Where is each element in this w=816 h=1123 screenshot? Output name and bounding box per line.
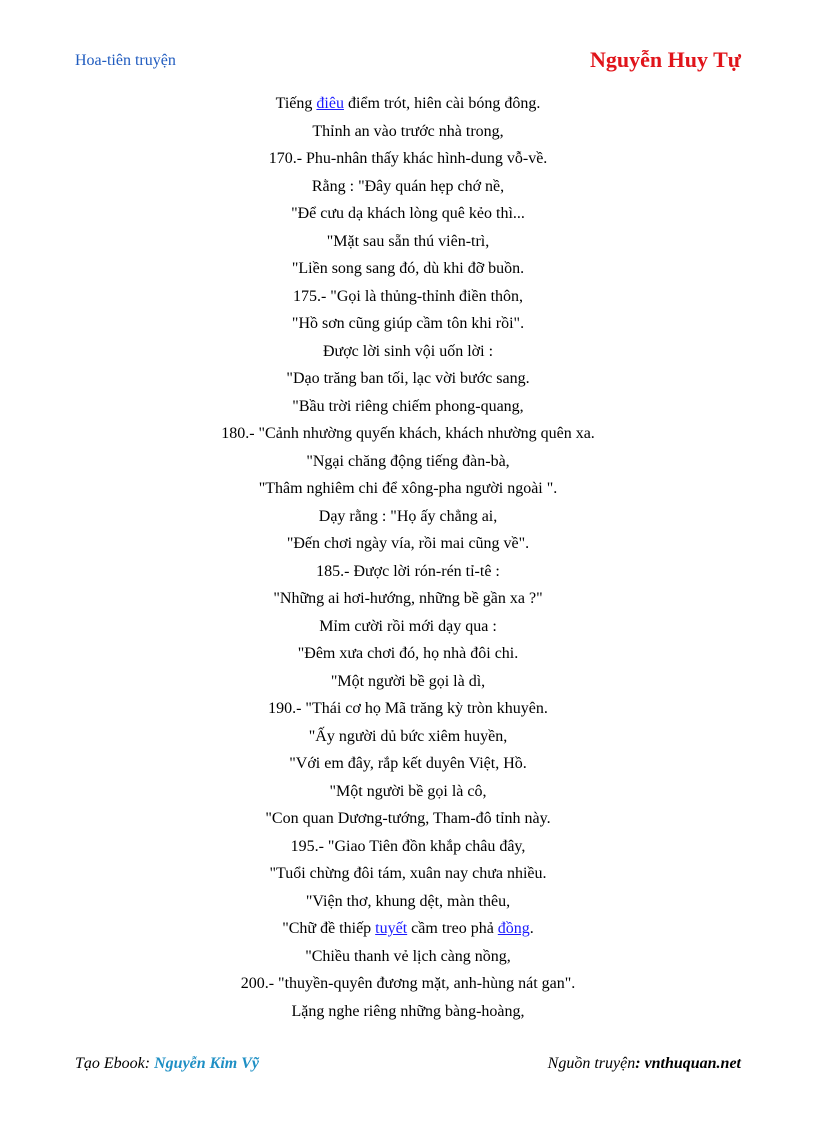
poem-line bbox=[0, 640, 816, 668]
poem-line bbox=[0, 915, 816, 943]
poem-line bbox=[0, 530, 816, 558]
poem-text: "Với em đây, rắp kết duyên Việt, Hồ. bbox=[289, 755, 527, 772]
poem-line bbox=[0, 448, 816, 476]
ebook-label: Tạo Ebook bbox=[75, 1055, 145, 1072]
poem-line bbox=[0, 475, 816, 503]
poem-text: Dạy rằng : "Họ ấy chẳng ai, bbox=[318, 507, 498, 525]
poem-text: "Ngại chăng động tiếng đàn-bà, bbox=[306, 452, 510, 470]
poem-line bbox=[0, 173, 816, 201]
poem-text: 190.- "Thái cơ họ Mã trăng kỳ tròn khuyên. bbox=[268, 700, 548, 717]
poem-text: 200.- "thuyền-quyên đương mặt, anh-hùng nát gan". bbox=[240, 975, 576, 992]
source-separator: : bbox=[635, 1055, 645, 1072]
poem-line bbox=[0, 200, 816, 228]
poem-text: Rằng : "Đây quán hẹp chớ nề, bbox=[311, 177, 505, 195]
poem-line bbox=[0, 338, 816, 366]
poem-text: "Chiều thanh vẻ lịch càng nồng, bbox=[305, 947, 511, 965]
poem-line bbox=[0, 778, 816, 806]
poem-line bbox=[0, 283, 816, 311]
poem-line bbox=[0, 255, 816, 283]
poem-line bbox=[0, 420, 816, 448]
poem-line bbox=[0, 90, 816, 118]
poem-line bbox=[0, 558, 816, 586]
poem-text: . bbox=[529, 920, 534, 937]
poem-text: 170.- Phu-nhân thấy khác hình-dung vỗ-về. bbox=[268, 150, 548, 167]
poem-text: "Đêm xưa chơi đó, họ nhà đôi chi. bbox=[297, 645, 519, 662]
poem-text: "Liền song sang đó, dù khi đỡ buồn. bbox=[291, 260, 525, 277]
ebook-credit bbox=[75, 1055, 259, 1073]
ebook-separator: : bbox=[144, 1055, 155, 1072]
glossary-link[interactable]: tuyết bbox=[375, 920, 408, 937]
poem-text: cầm treo phả bbox=[407, 920, 498, 937]
poem-line bbox=[0, 613, 816, 641]
poem-line bbox=[0, 943, 816, 971]
poem-body bbox=[0, 90, 816, 1025]
poem-text: "Tuổi chừng đôi tám, xuân nay chưa nhiều. bbox=[269, 865, 547, 882]
poem-text: Mỉm cười rồi mới dạy qua : bbox=[319, 617, 497, 635]
source-label: Nguồn truyện bbox=[547, 1055, 636, 1072]
poem-line bbox=[0, 228, 816, 256]
poem-text: 175.- "Gọi là thủng-thỉnh điền thôn, bbox=[292, 287, 524, 305]
poem-text: 180.- "Cảnh nhường quyến khách, khách nhường quên xa. bbox=[221, 425, 595, 442]
poem-line bbox=[0, 503, 816, 531]
poem-line bbox=[0, 723, 816, 751]
author-name: Nguyễn Huy Tự bbox=[590, 47, 741, 72]
poem-text: "Hồ sơn cũng giúp cầm tôn khi rồi". bbox=[291, 315, 525, 332]
poem-text: "Thâm nghiêm chi để xông-pha người ngoài ". bbox=[258, 480, 558, 497]
poem-line bbox=[0, 118, 816, 146]
poem-text: "Mặt sau sẵn thú viên-trì, bbox=[326, 232, 490, 250]
poem-line bbox=[0, 833, 816, 861]
poem-text: "Ấy người dủ bức xiêm huyền, bbox=[308, 727, 508, 745]
poem-text: "Chữ đề thiếp bbox=[282, 920, 376, 937]
glossary-link[interactable]: điêu bbox=[316, 95, 344, 112]
poem-text: "Một người bề gọi là dì, bbox=[330, 672, 486, 690]
poem-line bbox=[0, 310, 816, 338]
poem-text: "Những ai hơi-hướng, những bề gần xa ?" bbox=[273, 590, 543, 607]
poem-text: Lặng nghe riêng những bàng-hoàng, bbox=[291, 1002, 525, 1020]
poem-text: "Một người bề gọi là cô, bbox=[329, 782, 487, 800]
poem-text: 195.- "Giao Tiên đồn khắp châu đây, bbox=[290, 837, 526, 855]
poem-text: Tiếng bbox=[275, 95, 317, 112]
glossary-link[interactable]: đồng bbox=[497, 920, 530, 937]
poem-line bbox=[0, 860, 816, 888]
poem-text: "Con quan Dương-tướng, Tham-đô tỉnh này. bbox=[265, 810, 551, 827]
poem-line bbox=[0, 145, 816, 173]
poem-text: Được lời sinh vội uốn lời : bbox=[322, 342, 494, 360]
poem-text: "Đến chơi ngày vía, rồi mai cũng về". bbox=[286, 535, 530, 552]
poem-line bbox=[0, 998, 816, 1026]
poem-line bbox=[0, 695, 816, 723]
poem-text: "Dạo trăng ban tối, lạc vời bước sang. bbox=[286, 370, 530, 387]
book-title: Hoa-tiên truyện bbox=[75, 52, 176, 69]
poem-line bbox=[0, 585, 816, 613]
poem-text: "Để cưu dạ khách lòng quê kẻo thì... bbox=[291, 205, 525, 222]
source-credit bbox=[548, 1055, 741, 1073]
source-site: vnthuquan.net bbox=[644, 1055, 741, 1072]
poem-line bbox=[0, 393, 816, 421]
ebook-creator: Nguyễn Kim Vỹ bbox=[154, 1055, 259, 1072]
poem-line bbox=[0, 365, 816, 393]
poem-line bbox=[0, 750, 816, 778]
poem-line bbox=[0, 970, 816, 998]
poem-text: 185.- Được lời rón-rén tỉ-tê : bbox=[316, 562, 500, 580]
poem-line bbox=[0, 668, 816, 696]
poem-line bbox=[0, 888, 816, 916]
poem-text: "Bầu trời riêng chiếm phong-quang, bbox=[292, 397, 524, 415]
poem-text: Thỉnh an vào trước nhà trong, bbox=[312, 122, 504, 140]
poem-text: "Viện thơ, khung dệt, màn thêu, bbox=[305, 892, 511, 910]
poem-line bbox=[0, 805, 816, 833]
poem-text: điểm trót, hiên cài bóng đông. bbox=[343, 95, 541, 112]
